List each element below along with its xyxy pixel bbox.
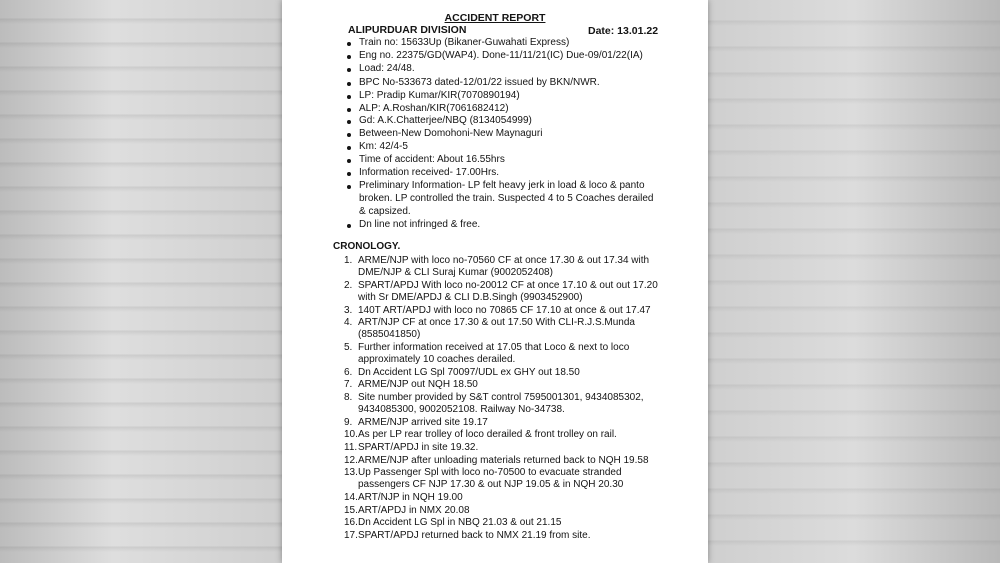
item-text: SPART/APDJ in site 19.32. bbox=[358, 441, 479, 453]
item-text: ART/APDJ in NMX 20.08 bbox=[358, 504, 470, 516]
chronology-heading: CRONOLOGY. bbox=[333, 241, 401, 252]
item-number: 10. bbox=[344, 429, 358, 441]
item-number: 6. bbox=[344, 366, 353, 378]
chronology-list bbox=[344, 255, 664, 542]
division-name: ALIPURDUAR DIVISION bbox=[348, 24, 467, 36]
item-text: ARME/NJP after unloading materials returned back to NQH 19.58 bbox=[358, 454, 649, 466]
blurred-background-left bbox=[0, 0, 282, 563]
chronology-item bbox=[344, 492, 664, 504]
detail-item: Train no: 15633Up (Bikaner-Guwahati Express) bbox=[346, 37, 656, 50]
item-text: ART/NJP CF at once 17.30 & out 17.50 With CLI-R.J.S.Munda (8585041850) bbox=[358, 317, 635, 341]
detail-item: Information received- 17.00Hrs. bbox=[346, 167, 656, 180]
detail-item: Load: 24/48. bbox=[346, 63, 656, 76]
item-text: ARME/NJP arrived site 19.17 bbox=[358, 416, 488, 428]
item-text: ARME/NJP out NQH 18.50 bbox=[358, 379, 478, 391]
detail-item: ALP: A.Roshan/KIR(7061682412) bbox=[346, 103, 656, 116]
chronology-item bbox=[344, 379, 664, 391]
chronology-item bbox=[344, 367, 664, 379]
item-number: 5. bbox=[344, 341, 353, 353]
item-text: 140T ART/APDJ with loco no 70865 CF 17.10 at once & out 17.47 bbox=[358, 304, 651, 316]
item-number: 3. bbox=[344, 304, 353, 316]
chronology-item bbox=[344, 530, 664, 542]
chronology-item bbox=[344, 429, 664, 441]
chronology-item bbox=[344, 342, 664, 366]
item-text: SPART/APDJ With loco no-20012 CF at once 17.10 & out out 17.20 with Sr DME/APDJ & CLI D.B.Singh (9903452900) bbox=[358, 279, 658, 303]
detail-item: Eng no. 22375/GD(WAP4). Done-11/11/21(IC) Due-09/01/22(IA) bbox=[346, 50, 656, 63]
chronology-item bbox=[344, 305, 664, 317]
item-text: ARME/NJP with loco no-70560 CF at once 17.30 & out 17.34 with DME/NJP & CLI Suraj Kumar (9002052408) bbox=[358, 255, 650, 279]
detail-item: BPC No-533673 dated-12/01/22 issued by BKN/NWR. bbox=[346, 77, 656, 90]
chronology-item bbox=[344, 417, 664, 429]
chronology-item bbox=[344, 517, 664, 529]
chronology-item bbox=[344, 505, 664, 517]
chronology-item bbox=[344, 255, 664, 279]
item-text: ART/NJP in NQH 19.00 bbox=[358, 491, 463, 503]
blurred-background-right bbox=[708, 0, 1000, 563]
item-text: As per LP rear trolley of loco derailed & front trolley on rail. bbox=[358, 429, 617, 441]
item-number: 8. bbox=[344, 391, 353, 403]
accident-details-list bbox=[346, 37, 656, 232]
report-date: Date: 13.01.22 bbox=[588, 25, 659, 37]
item-number: 11. bbox=[344, 441, 358, 453]
chronology-item bbox=[344, 455, 664, 467]
item-number: 4. bbox=[344, 317, 353, 329]
detail-item: Time of accident: About 16.55hrs bbox=[346, 154, 656, 167]
accident-report-document bbox=[282, 0, 708, 563]
chronology-item bbox=[344, 392, 664, 416]
item-number: 16. bbox=[344, 517, 358, 529]
detail-item: Km: 42/4-5 bbox=[346, 141, 656, 154]
item-text: Dn Accident LG Spl in NBQ 21.03 & out 21.15 bbox=[358, 517, 562, 529]
chronology-item bbox=[344, 442, 664, 454]
item-number: 9. bbox=[344, 416, 353, 428]
detail-item: Gd: A.K.Chatterjee/NBQ (8134054999) bbox=[346, 115, 656, 128]
detail-item: Dn line not infringed & free. bbox=[346, 219, 656, 232]
report-title: ACCIDENT REPORT bbox=[444, 12, 546, 24]
item-number: 7. bbox=[344, 379, 353, 391]
detail-item: LP: Pradip Kumar/KIR(7070890194) bbox=[346, 90, 656, 103]
item-text: Up Passenger Spl with loco no-70500 to evacuate stranded passengers CF NJP 17.30 & out NJP 19.05 & in NQH 20.30 bbox=[358, 467, 624, 491]
item-text: SPART/APDJ returned back to NMX 21.19 from site. bbox=[358, 529, 591, 541]
item-number: 12. bbox=[344, 454, 358, 466]
chronology-item bbox=[344, 467, 664, 491]
chronology-item bbox=[344, 280, 664, 304]
item-number: 2. bbox=[344, 279, 353, 291]
item-number: 15. bbox=[344, 504, 358, 516]
chronology-item bbox=[344, 317, 664, 341]
item-text: Dn Accident LG Spl 70097/UDL ex GHY out 18.50 bbox=[358, 366, 580, 378]
detail-item: Between-New Domohoni-New Maynaguri bbox=[346, 128, 656, 141]
item-number: 17. bbox=[344, 529, 358, 541]
detail-item: Preliminary Information- LP felt heavy jerk in load & loco & panto broken. LP controlled the train. Suspected 4 to 5 Coaches derailed & capsized. bbox=[346, 180, 656, 219]
item-number: 14. bbox=[344, 491, 358, 503]
item-number: 13. bbox=[344, 467, 358, 479]
item-text: Further information received at 17.05 that Loco & next to loco approximately 10 coaches derailed. bbox=[358, 341, 630, 366]
item-number: 1. bbox=[344, 255, 353, 266]
item-text: Site number provided by S&T control 7595001301, 9434085302, 9434085300, 9002052108. Railway No-34738. bbox=[358, 391, 644, 416]
